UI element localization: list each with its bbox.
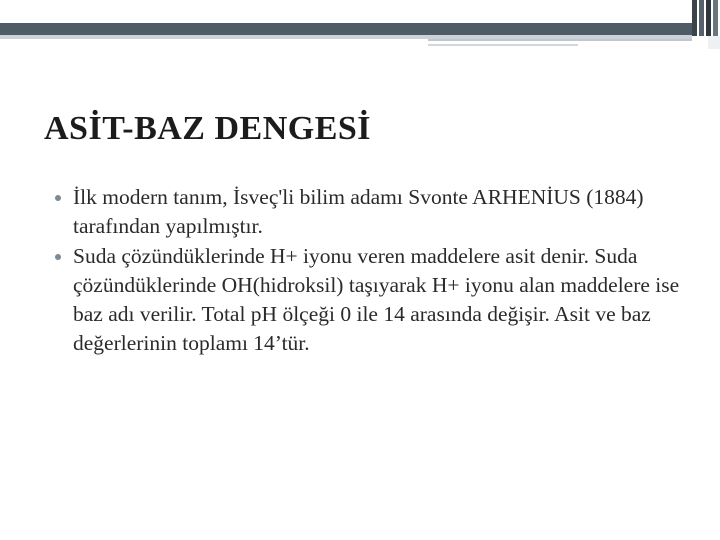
bullet-list [52,183,692,359]
bullet-dot-icon [55,254,61,260]
bullet-text: Suda çözündüklerinde H+ iyonu veren maddelere asit denir. Suda çözündüklerinde OH(hidroksil) taşıyarak H+ iyonu alan maddelere ise baz adı verilir. Total pH ölçeği 0 ile 14 arasında değişir. Asit ve baz değerlerinin toplamı 14’tür. [73,244,680,355]
corner-stripe [692,0,697,36]
corner-stripe [706,0,711,36]
header-band [0,23,692,35]
bullet-text: İlk modern tanım, İsveç'li bilim adamı Svonte ARHENİUS (1884) tarafından yapılmıştır. [73,185,644,238]
corner-accent [708,36,720,49]
corner-stripe [699,0,704,36]
bullet-dot-icon [55,195,61,201]
header-rule-short [428,44,578,46]
corner-stripe [713,0,718,36]
slide-title: ASİT-BAZ DENGESİ [44,110,372,147]
header-rule [428,39,692,41]
bullet-item [52,183,692,241]
bullet-item [52,242,692,358]
